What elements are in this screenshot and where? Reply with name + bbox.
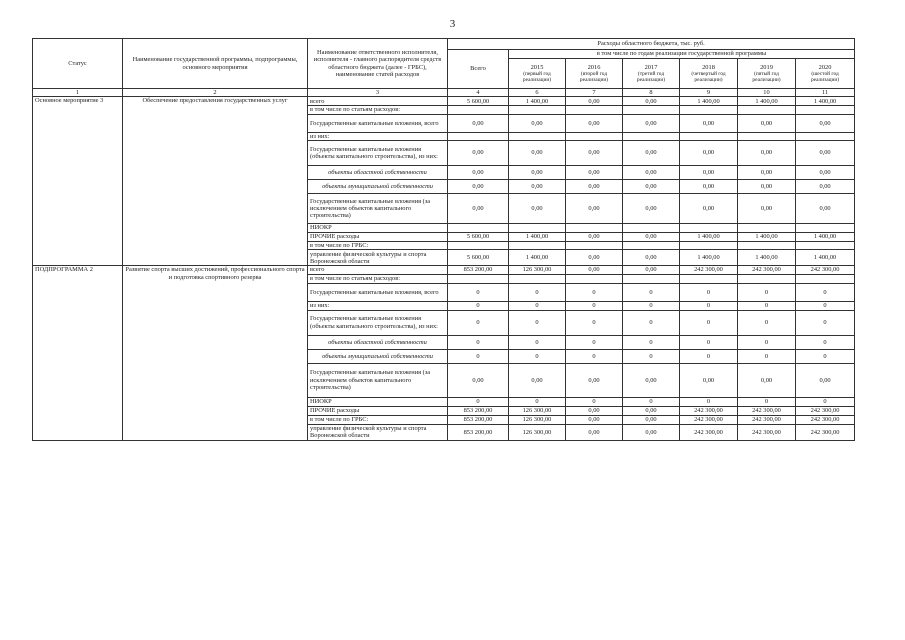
value-cell: 242 300,00 bbox=[738, 424, 796, 440]
value-cell: 1 400,00 bbox=[680, 233, 738, 242]
value-cell bbox=[509, 132, 566, 140]
row-expense-item: объекты областной собственности bbox=[308, 166, 448, 180]
value-cell: 1 400,00 bbox=[509, 97, 566, 106]
value-cell: 0 bbox=[509, 301, 566, 310]
value-cell: 5 600,00 bbox=[448, 233, 509, 242]
value-cell: 0,00 bbox=[566, 415, 623, 424]
value-cell: 0 bbox=[738, 335, 796, 349]
col-number: 4 bbox=[448, 89, 509, 97]
value-cell: 0 bbox=[448, 349, 509, 363]
value-cell bbox=[738, 224, 796, 233]
value-cell: 1 400,00 bbox=[796, 97, 855, 106]
row-expense-item: всего bbox=[308, 97, 448, 106]
row-expense-item: управление физической культуры и спорта Воронежской области bbox=[308, 424, 448, 440]
row-expense-item: Государственные капитальные вложения (за исключением объектов капитального строительства) bbox=[308, 194, 448, 224]
value-cell: 242 300,00 bbox=[796, 424, 855, 440]
budget-table bbox=[32, 38, 855, 441]
table-row bbox=[33, 266, 855, 274]
value-cell: 0 bbox=[448, 283, 509, 301]
value-cell bbox=[448, 242, 509, 250]
value-cell: 0 bbox=[680, 349, 738, 363]
value-cell: 242 300,00 bbox=[738, 406, 796, 415]
value-cell: 242 300,00 bbox=[738, 266, 796, 274]
value-cell: 0,00 bbox=[566, 97, 623, 106]
value-cell: 242 300,00 bbox=[738, 415, 796, 424]
value-cell: 242 300,00 bbox=[680, 415, 738, 424]
col-number: 7 bbox=[566, 89, 623, 97]
value-cell: 126 300,00 bbox=[509, 266, 566, 274]
header-year-2020: 2020 (шестой год реализации) bbox=[796, 59, 855, 89]
value-cell: 242 300,00 bbox=[796, 415, 855, 424]
value-cell: 242 300,00 bbox=[680, 406, 738, 415]
value-cell: 0 bbox=[566, 310, 623, 335]
value-cell bbox=[623, 106, 680, 114]
value-cell bbox=[680, 224, 738, 233]
header-status: Статус bbox=[33, 39, 123, 89]
value-cell: 242 300,00 bbox=[796, 406, 855, 415]
value-cell: 0 bbox=[738, 397, 796, 406]
value-cell: 0,00 bbox=[566, 114, 623, 132]
row-expense-item: объекты муниципальной собственности bbox=[308, 349, 448, 363]
value-cell: 0 bbox=[680, 397, 738, 406]
col-number: 2 bbox=[123, 89, 308, 97]
value-cell: 0,00 bbox=[448, 194, 509, 224]
value-cell: 0 bbox=[509, 310, 566, 335]
row-program-name: Обеспечение предоставления государственных услуг bbox=[123, 97, 308, 266]
value-cell: 0,00 bbox=[566, 180, 623, 194]
value-cell bbox=[509, 242, 566, 250]
value-cell: 0,00 bbox=[738, 114, 796, 132]
value-cell: 0,00 bbox=[623, 406, 680, 415]
value-cell: 1 400,00 bbox=[509, 233, 566, 242]
value-cell: 0 bbox=[796, 301, 855, 310]
value-cell: 0 bbox=[623, 349, 680, 363]
header-total: Всего bbox=[448, 50, 509, 89]
value-cell bbox=[448, 274, 509, 283]
row-expense-item: объекты муниципальной собственности bbox=[308, 180, 448, 194]
value-cell: 0,00 bbox=[623, 194, 680, 224]
value-cell: 0,00 bbox=[738, 166, 796, 180]
row-expense-item: управление физической культуры и спорта Воронежской области bbox=[308, 250, 448, 266]
value-cell: 0 bbox=[738, 349, 796, 363]
value-cell: 0,00 bbox=[796, 194, 855, 224]
value-cell bbox=[566, 242, 623, 250]
value-cell bbox=[623, 274, 680, 283]
row-expense-item: из них: bbox=[308, 132, 448, 140]
value-cell: 0,00 bbox=[738, 194, 796, 224]
value-cell bbox=[680, 242, 738, 250]
value-cell: 0,00 bbox=[680, 141, 738, 166]
value-cell: 0 bbox=[796, 397, 855, 406]
value-cell: 0,00 bbox=[738, 363, 796, 397]
header-year-2018: 2018 (четвертый год реализации) bbox=[680, 59, 738, 89]
value-cell: 0,00 bbox=[680, 194, 738, 224]
value-cell bbox=[738, 106, 796, 114]
value-cell: 0 bbox=[796, 335, 855, 349]
value-cell: 0,00 bbox=[680, 114, 738, 132]
value-cell: 126 300,00 bbox=[509, 415, 566, 424]
value-cell: 0,00 bbox=[796, 114, 855, 132]
value-cell: 0 bbox=[509, 397, 566, 406]
value-cell: 0,00 bbox=[566, 363, 623, 397]
value-cell: 1 400,00 bbox=[680, 250, 738, 266]
value-cell: 0,00 bbox=[448, 141, 509, 166]
value-cell: 0 bbox=[623, 335, 680, 349]
value-cell: 0,00 bbox=[509, 363, 566, 397]
row-expense-item: в том числе по ГРБС: bbox=[308, 242, 448, 250]
value-cell: 126 300,00 bbox=[509, 406, 566, 415]
value-cell: 1 400,00 bbox=[509, 250, 566, 266]
value-cell: 0 bbox=[509, 283, 566, 301]
value-cell bbox=[566, 132, 623, 140]
row-program-name: Развитие спорта высших достижений, профессионального спорта и подготовка спортивного резерва bbox=[123, 266, 308, 440]
value-cell: 0,00 bbox=[796, 166, 855, 180]
value-cell bbox=[796, 106, 855, 114]
value-cell: 0,00 bbox=[448, 166, 509, 180]
value-cell: 0,00 bbox=[509, 180, 566, 194]
value-cell bbox=[509, 106, 566, 114]
value-cell: 0 bbox=[623, 310, 680, 335]
value-cell bbox=[566, 106, 623, 114]
value-cell: 0 bbox=[448, 301, 509, 310]
row-expense-item: объекты областной собственности bbox=[308, 335, 448, 349]
row-expense-item: Государственные капитальные вложения (за исключением объектов капитального строительства) bbox=[308, 363, 448, 397]
header-responsible: Наименование ответственного исполнителя, исполнителя - главного распорядителя средств областного бюджета (далее - ГРБС), наименование статей расходов bbox=[308, 39, 448, 89]
value-cell: 0,00 bbox=[566, 424, 623, 440]
col-number: 1 bbox=[33, 89, 123, 97]
value-cell: 0 bbox=[509, 349, 566, 363]
value-cell: 0,00 bbox=[566, 250, 623, 266]
row-expense-item: Государственные капитальные вложения, всего bbox=[308, 114, 448, 132]
row-expense-item: Государственные капитальные вложения (объекты капитального строительства), из них: bbox=[308, 141, 448, 166]
value-cell bbox=[623, 242, 680, 250]
row-expense-item: из них: bbox=[308, 301, 448, 310]
value-cell: 0 bbox=[796, 349, 855, 363]
value-cell: 0 bbox=[680, 335, 738, 349]
value-cell: 5 600,00 bbox=[448, 97, 509, 106]
value-cell bbox=[680, 106, 738, 114]
col-number: 3 bbox=[308, 89, 448, 97]
column-number-row bbox=[33, 89, 855, 97]
value-cell bbox=[566, 224, 623, 233]
row-status: ПОДПРОГРАММА 2 bbox=[33, 266, 123, 440]
value-cell: 0,00 bbox=[566, 194, 623, 224]
value-cell: 0 bbox=[680, 301, 738, 310]
value-cell: 0,00 bbox=[623, 180, 680, 194]
row-expense-item: в том числе по статьям расходов: bbox=[308, 274, 448, 283]
col-number: 8 bbox=[623, 89, 680, 97]
row-expense-item: НИОКР bbox=[308, 397, 448, 406]
value-cell: 0,00 bbox=[623, 250, 680, 266]
value-cell: 853 200,00 bbox=[448, 424, 509, 440]
value-cell: 0 bbox=[738, 283, 796, 301]
value-cell: 0,00 bbox=[509, 194, 566, 224]
value-cell: 0,00 bbox=[448, 363, 509, 397]
value-cell: 0,00 bbox=[680, 166, 738, 180]
page-number: 3 bbox=[449, 18, 456, 30]
value-cell: 1 400,00 bbox=[680, 97, 738, 106]
value-cell: 0 bbox=[680, 310, 738, 335]
value-cell: 0 bbox=[796, 283, 855, 301]
value-cell: 0,00 bbox=[623, 363, 680, 397]
value-cell bbox=[448, 224, 509, 233]
row-expense-item: НИОКР bbox=[308, 224, 448, 233]
value-cell bbox=[796, 132, 855, 140]
value-cell: 242 300,00 bbox=[680, 424, 738, 440]
header-program: Наименование государственной программы, подпрограммы, основного мероприятия bbox=[123, 39, 308, 89]
row-expense-item: в том числе по ГРБС: bbox=[308, 415, 448, 424]
value-cell: 242 300,00 bbox=[680, 266, 738, 274]
value-cell: 0,00 bbox=[623, 141, 680, 166]
value-cell bbox=[738, 132, 796, 140]
value-cell bbox=[509, 274, 566, 283]
value-cell: 0,00 bbox=[448, 114, 509, 132]
value-cell bbox=[623, 132, 680, 140]
value-cell: 0,00 bbox=[509, 166, 566, 180]
header-year-2019: 2019 (пятый год реализации) bbox=[738, 59, 796, 89]
value-cell bbox=[796, 274, 855, 283]
value-cell: 0,00 bbox=[566, 266, 623, 274]
row-expense-item: в том числе по статьям расходов: bbox=[308, 106, 448, 114]
value-cell: 0,00 bbox=[738, 180, 796, 194]
value-cell bbox=[796, 242, 855, 250]
col-number: 6 bbox=[509, 89, 566, 97]
value-cell: 0,00 bbox=[566, 233, 623, 242]
row-status: Основное мероприятие 3 bbox=[33, 97, 123, 266]
table-row bbox=[33, 97, 855, 106]
value-cell: 1 400,00 bbox=[796, 233, 855, 242]
value-cell: 0 bbox=[509, 335, 566, 349]
value-cell: 0,00 bbox=[623, 233, 680, 242]
value-cell bbox=[448, 132, 509, 140]
value-cell: 0,00 bbox=[623, 415, 680, 424]
value-cell: 0 bbox=[623, 397, 680, 406]
value-cell bbox=[448, 106, 509, 114]
value-cell bbox=[738, 242, 796, 250]
row-expense-item: ПРОЧИЕ расходы bbox=[308, 406, 448, 415]
value-cell: 0 bbox=[566, 335, 623, 349]
value-cell: 0,00 bbox=[623, 114, 680, 132]
row-expense-item: всего bbox=[308, 266, 448, 274]
col-number: 9 bbox=[680, 89, 738, 97]
value-cell: 0,00 bbox=[680, 363, 738, 397]
value-cell: 0 bbox=[448, 397, 509, 406]
value-cell: 0,00 bbox=[680, 180, 738, 194]
value-cell: 0 bbox=[566, 397, 623, 406]
value-cell: 0,00 bbox=[796, 180, 855, 194]
value-cell: 0,00 bbox=[623, 166, 680, 180]
value-cell: 0,00 bbox=[448, 180, 509, 194]
value-cell: 126 300,00 bbox=[509, 424, 566, 440]
value-cell: 0 bbox=[738, 301, 796, 310]
header-expenses: Расходы областного бюджета, тыс. руб. bbox=[448, 39, 855, 50]
value-cell: 0 bbox=[623, 301, 680, 310]
value-cell: 0,00 bbox=[566, 166, 623, 180]
header-year-2017: 2017 (третий год реализации) bbox=[623, 59, 680, 89]
value-cell: 0,00 bbox=[623, 424, 680, 440]
value-cell bbox=[680, 132, 738, 140]
value-cell: 0 bbox=[796, 310, 855, 335]
value-cell: 0,00 bbox=[623, 97, 680, 106]
header-year-2015: 2015 (первый год реализации) bbox=[509, 59, 566, 89]
value-cell bbox=[680, 274, 738, 283]
value-cell: 853 200,00 bbox=[448, 266, 509, 274]
value-cell: 0 bbox=[566, 301, 623, 310]
value-cell: 853 200,00 bbox=[448, 406, 509, 415]
value-cell: 0 bbox=[680, 283, 738, 301]
value-cell: 0,00 bbox=[738, 141, 796, 166]
value-cell: 0 bbox=[448, 310, 509, 335]
value-cell bbox=[509, 224, 566, 233]
value-cell: 0,00 bbox=[796, 363, 855, 397]
value-cell: 0 bbox=[738, 310, 796, 335]
value-cell: 0,00 bbox=[623, 266, 680, 274]
header-incl-years: в том числе по годам реализации государственной программы bbox=[509, 50, 855, 59]
value-cell: 0,00 bbox=[566, 141, 623, 166]
value-cell: 1 400,00 bbox=[738, 97, 796, 106]
value-cell: 0 bbox=[448, 335, 509, 349]
value-cell bbox=[796, 224, 855, 233]
value-cell: 0,00 bbox=[796, 141, 855, 166]
value-cell: 0,00 bbox=[509, 141, 566, 166]
value-cell: 242 300,00 bbox=[796, 266, 855, 274]
col-number: 10 bbox=[738, 89, 796, 97]
value-cell: 853 200,00 bbox=[448, 415, 509, 424]
value-cell bbox=[566, 274, 623, 283]
value-cell: 1 400,00 bbox=[796, 250, 855, 266]
value-cell: 0 bbox=[566, 283, 623, 301]
value-cell: 0 bbox=[566, 349, 623, 363]
value-cell: 1 400,00 bbox=[738, 250, 796, 266]
value-cell: 0 bbox=[623, 283, 680, 301]
value-cell bbox=[738, 274, 796, 283]
col-number: 11 bbox=[796, 89, 855, 97]
row-expense-item: Государственные капитальные вложения (объекты капитального строительства), из них: bbox=[308, 310, 448, 335]
row-expense-item: ПРОЧИЕ расходы bbox=[308, 233, 448, 242]
row-expense-item: Государственные капитальные вложения, всего bbox=[308, 283, 448, 301]
header-year-2016: 2016 (второй год реализации) bbox=[566, 59, 623, 89]
value-cell bbox=[623, 224, 680, 233]
value-cell: 0,00 bbox=[509, 114, 566, 132]
value-cell: 0,00 bbox=[566, 406, 623, 415]
value-cell: 5 600,00 bbox=[448, 250, 509, 266]
value-cell: 1 400,00 bbox=[738, 233, 796, 242]
